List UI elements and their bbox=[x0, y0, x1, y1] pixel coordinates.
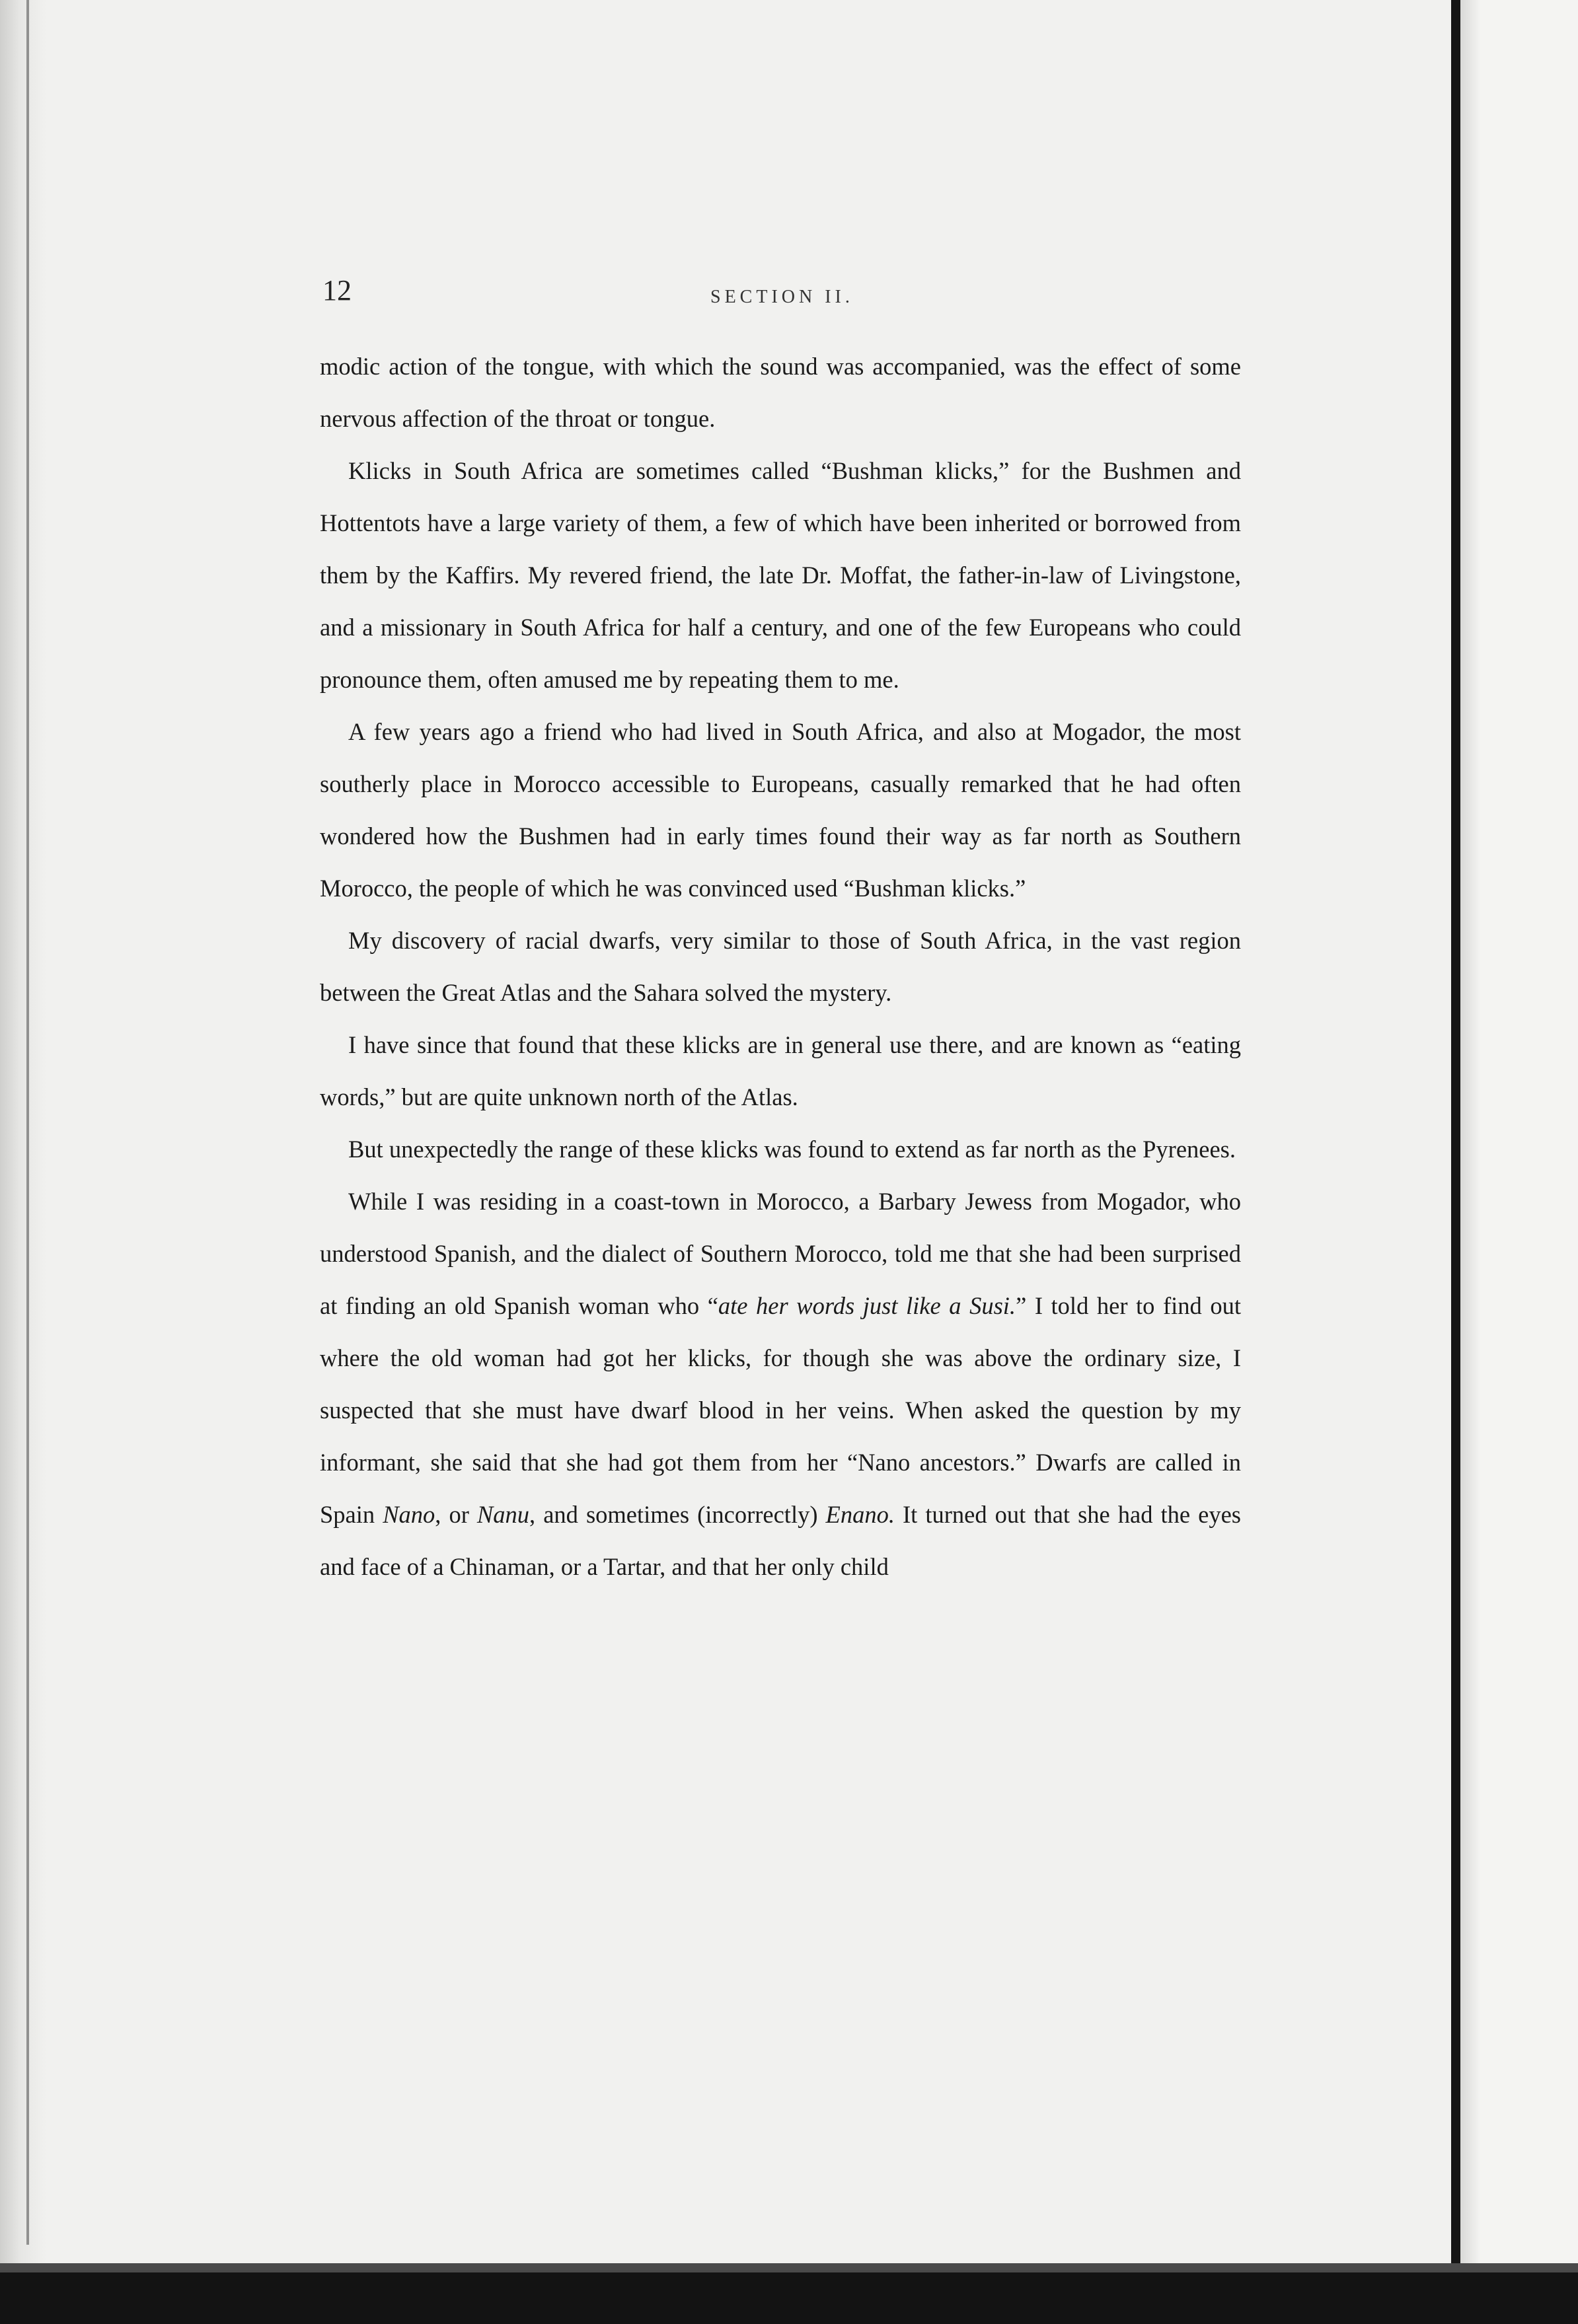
running-head: SECTION II. bbox=[710, 287, 854, 307]
text-run: , or bbox=[435, 1501, 477, 1528]
paragraph: But unexpectedly the range of these klicks was found to extend as far north as the Pyrenees. bbox=[348, 1136, 1236, 1163]
left-page-edge bbox=[26, 0, 29, 2245]
paragraph: modic action of the tongue, with which the sound was accompanied, was the effect of some nervous affection of the throat or tongue. bbox=[320, 353, 1241, 432]
text-run: ” I told her to find out where the old woman had got her klicks, for though she was above the ordinary size, I suspected that she must have dwarf blood in her veins. When asked the question by my informant, she said that she had got them from her “Nano ancestors.” Dwarfs are called in Spain bbox=[320, 1292, 1241, 1528]
book-gutter bbox=[1451, 0, 1460, 2271]
paragraph: My discovery of racial dwarfs, very similar to those of South Africa, in the vast region between the Great Atlas and the Sahara solved the mystery. bbox=[320, 927, 1241, 1006]
italic-text-run: ate her words just like a Susi. bbox=[718, 1292, 1016, 1319]
page-number: 12 bbox=[322, 274, 352, 307]
italic-text-run: Nanu bbox=[476, 1501, 530, 1528]
text-run: , and sometimes (incorrectly) bbox=[529, 1501, 826, 1528]
paragraph: A few years ago a friend who had lived in South Africa, and also at Mogador, the most southerly place in Morocco accessible to Europeans, casually remarked that he had often wondered how the Bushmen had in early times found their way as far north as Southern Morocco, the people of which he was convinced used “Bushman klicks.” bbox=[320, 718, 1241, 902]
scan-bottom-border bbox=[0, 2263, 1578, 2324]
paragraph: Klicks in South Africa are sometimes called “Bushman klicks,” for the Bushmen and Hottentots have a large variety of them, a few of which have been inherited or borrowed from them by the Kaffirs. My revered friend, the late Dr. Moffat, the father-in-law of Livingstone, and a missionary in South Africa for half a century, and one of the few Europeans who could pronounce them, often amused me by repeating them to me. bbox=[320, 457, 1241, 693]
paragraph: I have since that found that these klicks are in general use there, and are known as “eating words,” but are quite unknown north of the Atlas. bbox=[320, 1031, 1241, 1110]
italic-text-run: Nano bbox=[383, 1501, 435, 1528]
italic-text-run: Enano. bbox=[825, 1501, 895, 1528]
body-text bbox=[320, 340, 1241, 1593]
text-run: It turned out that she had the eyes and face of a Chinaman, or a Tartar, and that her only child bbox=[320, 1501, 1242, 1580]
text-run: While I was residing in a coast-town in Morocco, a Barbary Jewess from Mogador, who understood Spanish, and the dialect of Southern Morocco, told me that she had been surprised at finding an old Spanish woman who “ bbox=[320, 1188, 1241, 1319]
facing-page-edge bbox=[1460, 0, 1578, 2271]
paragraph bbox=[320, 1175, 1241, 1593]
